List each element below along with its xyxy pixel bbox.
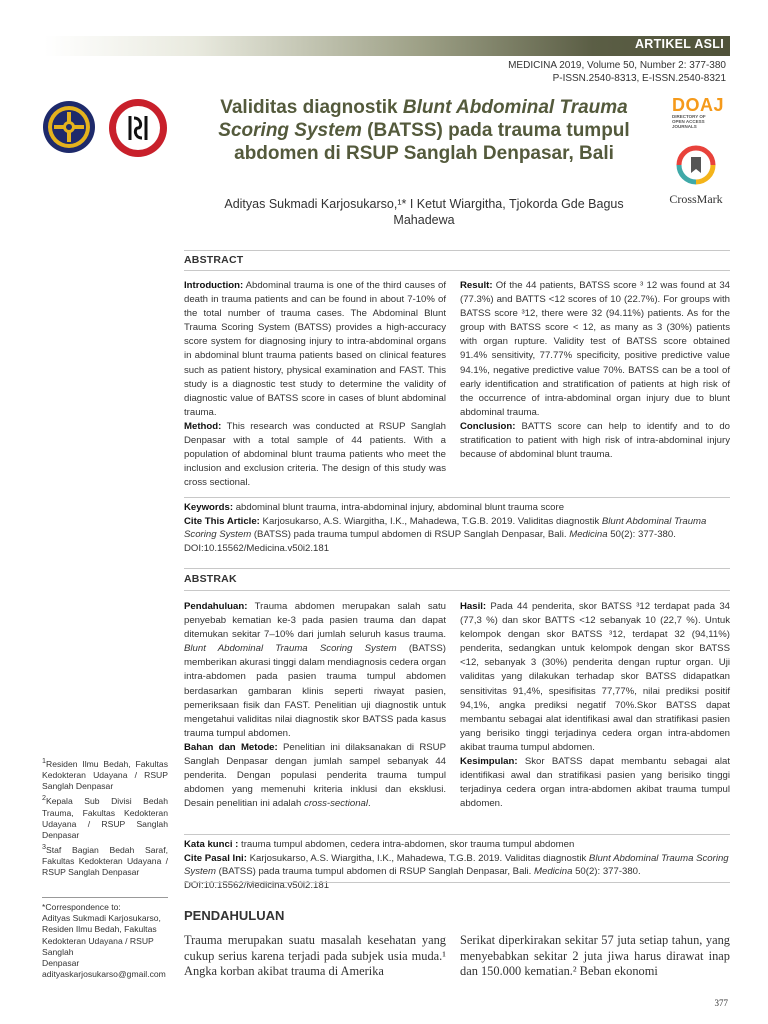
citation-italic: Medicina (569, 529, 608, 541)
crossmark-icon (676, 145, 716, 185)
crossmark-label: CrossMark (669, 192, 723, 206)
doaj-subtitle-3: JOURNALS (672, 124, 697, 129)
divider (42, 897, 168, 898)
divider (184, 882, 730, 883)
section-label: Hasil: (460, 601, 487, 612)
keywords-text: abdominal blunt trauma, intra-abdominal injury, abdominal blunt trauma score (233, 502, 565, 513)
affiliation-text: Residen Ilmu Bedah, Fakultas Kedokteran Udayana / RSUP Sanglah Denpasar (42, 758, 168, 792)
abstrak-kesimpulan (460, 755, 730, 811)
divider (184, 497, 730, 498)
divider (184, 590, 730, 591)
section-label: Result: (460, 280, 493, 291)
keywords-text: trauma tumpul abdomen, cedera intra-abdomen, skor trauma tumpul abdomen (238, 839, 575, 850)
correspondence-line: Kedokteran Udayana / RSUP Sanglah (42, 935, 154, 957)
section-heading-pendahuluan: PENDAHULUAN (184, 908, 285, 923)
abstrak-pendahuluan (184, 600, 446, 741)
section-label: Kata kunci : (184, 839, 239, 850)
footnote-marker: 2 (42, 794, 46, 803)
section-label: Cite This Article: (184, 515, 260, 527)
paragraph-text: Of the 44 patients, BATSS score ³ 12 was found at 34 (77.3%) and BATTS <12 scores of 10 (22.7%). For groups with BATSS score ³12, there were 32 (94.11%) patients. As for the group with BATSS score < 12, as many as 3 (30%) patients with organ rupture. Validity test of BATSS score obtained 91.4% sensitivity, 77.77% specificity, positive predictive value 94.1%, negative predictive value 70%. BATSS can be a tool of early identification and stratification of patients at high risk of the occurrence of intra-abdominal organ injury due to blunt abdominal trauma. (460, 280, 730, 418)
section-label: Conclusion: (460, 420, 516, 432)
paragraph-text: Trauma abdomen merupakan salah satu penyebab kematian ke-3 pada pasien trauma dan dapat ditemukan sekitar 7–10% dari jumlah seluruh kasus trauma. (184, 601, 446, 641)
correspondence-line: Adityas Sukmadi Karjosukarso, (42, 913, 161, 924)
affiliation-3 (42, 842, 168, 878)
citation-text: Karjosukarso, A.S. Wiargitha, I.K., Mahadewa, T.G.B. 2019. Validitas diagnostik (246, 852, 589, 864)
doaj-subtitle-1: DIRECTORY OF (672, 114, 706, 119)
abstract-introduction (184, 279, 446, 420)
correspondence-line: Residen Ilmu Bedah, Fakultas (42, 924, 157, 935)
paragraph-text: Skor BATSS dapat membantu sebagai alat identifikasi awal dan stratifikasi pasien yang berisiko tinggi terjadinya cedera organ intra-abdomen akibat trauma tumpul abdomen. (460, 756, 730, 810)
paragraph-text: . (368, 798, 371, 810)
correspondence-block (42, 902, 168, 980)
abstrak-heading: ABSTRAK (184, 573, 237, 585)
abstrak-right-column (460, 600, 730, 811)
citation-doi[interactable]: 50(2): 377-380. DOI:10.15562/Medicina.v50i2.181 (184, 866, 641, 891)
doaj-badge[interactable] (672, 95, 725, 129)
affiliation-2 (42, 793, 168, 841)
paragraph-text: BATTS score can help to identify and to do stratification to patient with high risk of intra-abdominal injury because of abdominal blunt trauma. (460, 420, 730, 461)
footnote-marker: 1 (42, 757, 46, 765)
abstract-left-column (184, 279, 446, 490)
title-part: Validitas diagnostik (220, 97, 403, 118)
divider (184, 834, 730, 835)
journal-citation-line: MEDICINA 2019, Volume 50, Number 2: 377-380 (508, 60, 726, 71)
author-line-1: Adityas Sukmadi Karjosukarso,¹* I Ketut Wiargitha, Tjokorda Gde Bagus (224, 197, 624, 211)
citation-text: (BATSS) pada trauma tumpul abdomen di RSUP Sanglah Denpasar, Bali. (216, 866, 535, 878)
paragraph-text: This research was conducted at RSUP Sanglah Denpasar with a total sample of 44 patients. With a population of abdominal blunt trauma patients who meet the inclusion and exclusion criteria. The design of this study was cross sectional. (184, 420, 446, 489)
keywords (184, 501, 730, 515)
section-label: Method: (184, 420, 222, 432)
university-seal-icon (42, 100, 96, 154)
page-number: 377 (714, 998, 728, 1008)
footnote-marker: 3 (42, 843, 46, 852)
section-label: Pendahuluan: (184, 601, 248, 612)
abstrak-keywords-block (184, 838, 730, 892)
correspondence-line: Denpasar (42, 958, 80, 969)
citation-text: (BATSS) pada trauma tumpul abdomen di RSUP Sanglah Denpasar, Bali. (251, 529, 570, 541)
cite-this-article (184, 515, 730, 556)
section-label: Bahan dan Metode: (184, 741, 278, 753)
abstract-method (184, 420, 446, 490)
article-type-label: ARTIKEL ASLI (634, 37, 724, 51)
paragraph-text: Pada 44 penderita, skor BATSS ³12 terdapat pada 34 (77,3 %) dan skor BATTS <12 sebanyak 10 (22,7 %). Untuk kelompok dengan skor BATSS ³12, terdapat 32 (94,11%) penderita, sedangkan untuk kelompok dengan skor BATSS <12, sebanyak 3 (30%) penderita dengan ruptur organ. Uji validitas yang dilakukan terhadap skor BATSS didapatkan sensitivitas 91,4%, spesifisitas 77,77%, nilai prediksi positif 94,1%, angka prediksi negatif 70%.Skor BATSS dapat membantu sebagai alat identifikasi awal dan stratifikasi pasien yang berisiko tinggi terjadinya cedera organ intra-abdomen akibat trauma tumpul abdomen. (460, 601, 730, 753)
affiliation-text: Kepala Sub Divisi Bedah Trauma, Fakultas Kedokteran Udayana / RSUP Sanglah Denpasar (42, 796, 168, 840)
section-label: Kesimpulan: (460, 756, 518, 768)
divider (184, 568, 730, 569)
kata-kunci (184, 838, 730, 852)
abstrak-bahan-metode (184, 741, 446, 811)
body-left-column: Trauma merupakan suatu masalah kesehatan yang cukup serius karena terjadi pada subjek usia muda.¹ Angka korban akibat trauma di Amerika (184, 933, 446, 979)
citation-text: Karjosukarso, A.S. Wiargitha, I.K., Mahadewa, T.G.B. 2019. Validitas diagnostik (259, 515, 602, 527)
abstract-right-column (460, 279, 730, 462)
affiliation-notes (42, 756, 168, 880)
crossmark-badge[interactable] (666, 145, 726, 207)
abstract-heading: ABSTRACT (184, 254, 244, 266)
citation-doi[interactable]: 50(2): 377-380. DOI:10.15562/Medicina.v50i2.181 (184, 529, 676, 554)
citation-italic: Medicina (534, 866, 573, 878)
paragraph-italic: cross-sectional (304, 798, 368, 810)
section-label: Introduction: (184, 280, 244, 291)
doaj-subtitle-2: OPEN ACCESS (672, 119, 705, 124)
paragraph-text: Penelitian ini dilaksanakan di RSUP Sanglah Denpasar dengan jumlah sampel sebanyak 44 penderita. Dengan populasi penderita trauma tumpul abdomen yang memenuhi kriteria inklusi dan eksklusi. Desain penelitian ini adalah (184, 741, 446, 810)
affiliation-text: Staf Bagian Bedah Saraf, Fakultas Kedokteran Udayana / RSUP Sanglah Denpasar (42, 845, 168, 878)
title-italic-part: Blunt Abdominal Trauma Scoring System (218, 97, 628, 141)
abstrak-left-column (184, 600, 446, 811)
article-title (184, 96, 664, 165)
author-list (184, 196, 664, 228)
title-part: (BATSS) pada trauma tumpul abdomen di RSUP Sanglah Denpasar, Bali (234, 120, 630, 164)
cite-pasal-ini (184, 852, 730, 893)
divider (184, 270, 730, 271)
affiliation-1 (42, 756, 168, 792)
abstrak-hasil (460, 600, 730, 755)
journal-info (508, 60, 726, 85)
section-label: Keywords: (184, 502, 234, 513)
correspondence-email[interactable]: adityaskarjosukarso@gmail.com (42, 969, 166, 980)
correspondence-label: *Correspondence to: (42, 902, 121, 912)
abstract-result (460, 279, 730, 420)
divider (184, 250, 730, 251)
journal-issn-line: P-ISSN.2540-8313, E-ISSN.2540-8321 (552, 72, 726, 84)
body-right-column: Serikat diperkirakan sekitar 57 juta setiap tahun, yang menyebabkan sekitar 2 juta jiwa harus dirawat inap dan 150.000 kematian.² Beban ekonomi (460, 933, 730, 979)
doaj-logo-text: DOAJ (672, 95, 725, 115)
abstract-conclusion (460, 420, 730, 462)
citation-italic: Blunt Abdominal Trauma Scoring System (184, 852, 729, 878)
paragraph-italic: Blunt Abdominal Trauma Scoring System (184, 643, 397, 655)
abstract-keywords-block (184, 501, 730, 555)
section-label: Cite Pasal Ini: (184, 852, 247, 864)
author-line-2: Mahadewa (393, 213, 455, 227)
citation-italic: Blunt Abdominal Trauma Scoring System (184, 515, 707, 541)
medical-association-logo-icon (108, 98, 168, 158)
article-type-banner (44, 36, 730, 56)
paragraph-text: (BATSS) memberikan akurasi tinggi dalam mendiagnosis cedera organ intra-abdomen pada pasien trauma tumpul abdomen berdasarkan gambaran klinis seperti riwayat pasien, pemeriksaan fisik dan FAST. Penelitian uji diagnostik untuk mengetahui validitas nilai diagnostik skor BATSS pada kasus trauma tumpul abdomen. (184, 643, 446, 739)
paragraph-text: Abdominal trauma is one of the third causes of death in trauma patients and can be found in about 7-10% of the total number of trauma cases. The Abdominal Blunt Trauma Scoring System (BATSS) provides a high-accuracy score system for diagnosing injury to intra-abdominal organs in abdominal blunt trauma patients based on clinical features such as patient history, physical examination and FAST. This study is a diagnostic test study to determine the validity of diagnostic value of BATSS score in cases of blunt abdominal trauma. (184, 280, 446, 418)
